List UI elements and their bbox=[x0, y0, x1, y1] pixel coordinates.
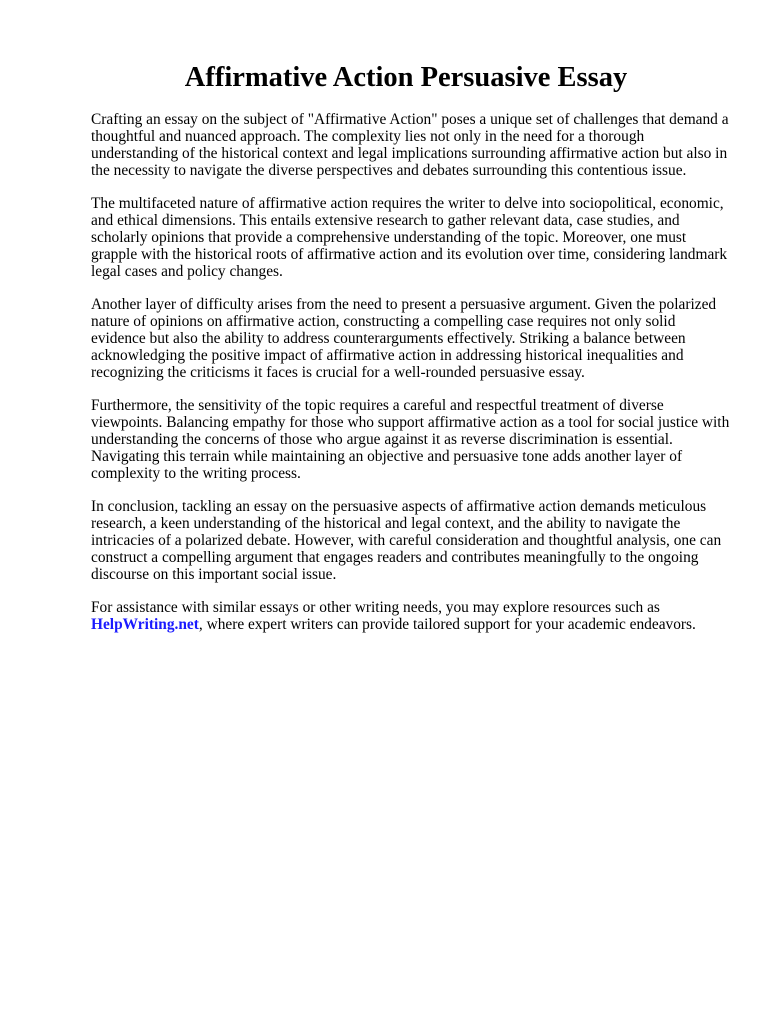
paragraph-intro: Crafting an essay on the subject of "Affirmative Action" poses a unique set of challenges that demand a thoughtful and nuanced approach. The complexity lies not only in the need for a thorough understanding of the historical context and legal implications surrounding affirmative action but also in the necessity to navigate the diverse perspectives and debates surrounding this contentious issue. bbox=[91, 111, 729, 179]
closing-text-before-link: For assistance with similar essays or other writing needs, you may explore resources such as bbox=[91, 599, 660, 616]
closing-text-after-link: , where expert writers can provide tailored support for your academic endeavors. bbox=[198, 616, 696, 633]
helpwriting-link[interactable]: HelpWriting.net bbox=[91, 616, 199, 633]
paragraph-persuasive-argument: Another layer of difficulty arises from the need to present a persuasive argument. Given the polarized nature of opinions on affirmative action, constructing a compelling case requires not only solid evidence but also the ability to address counterarguments effectively. Striking a balance between acknowledging the positive impact of affirmative action in addressing historical inequalities and recognizing the criticisms it faces is crucial for a well-rounded persuasive essay. bbox=[91, 296, 717, 381]
paragraph-sensitivity: Furthermore, the sensitivity of the topic requires a careful and respectful treatment of diverse viewpoints. Balancing empathy for those who support affirmative action as a tool for social justice with understanding the concerns of those who argue against it as reverse discrimination is essential. Navigating this terrain while maintaining an objective and persuasive tone adds another layer of complexity to the writing process. bbox=[91, 397, 730, 482]
document-title: Affirmative Action Persuasive Essay bbox=[184, 62, 628, 93]
paragraph-conclusion: In conclusion, tackling an essay on the persuasive aspects of affirmative action demands meticulous research, a keen understanding of the historical and legal context, and the ability to navigate the intricacies of a polarized debate. However, with careful consideration and thoughtful analysis, one can construct a compelling argument that engages readers and contributes meaningfully to the ongoing discourse on this important social issue. bbox=[91, 498, 722, 583]
document-body bbox=[91, 111, 731, 649]
paragraph-multifaceted-nature: The multifaceted nature of affirmative action requires the writer to delve into sociopolitical, economic, and ethical dimensions. This entails extensive research to gather relevant data, case studies, and scholarly opinions that provide a comprehensive understanding of the topic. Moreover, one must grapple with the historical roots of affirmative action and its evolution over time, considering landmark legal cases and policy changes. bbox=[91, 195, 728, 280]
paragraph-closing bbox=[91, 599, 731, 633]
